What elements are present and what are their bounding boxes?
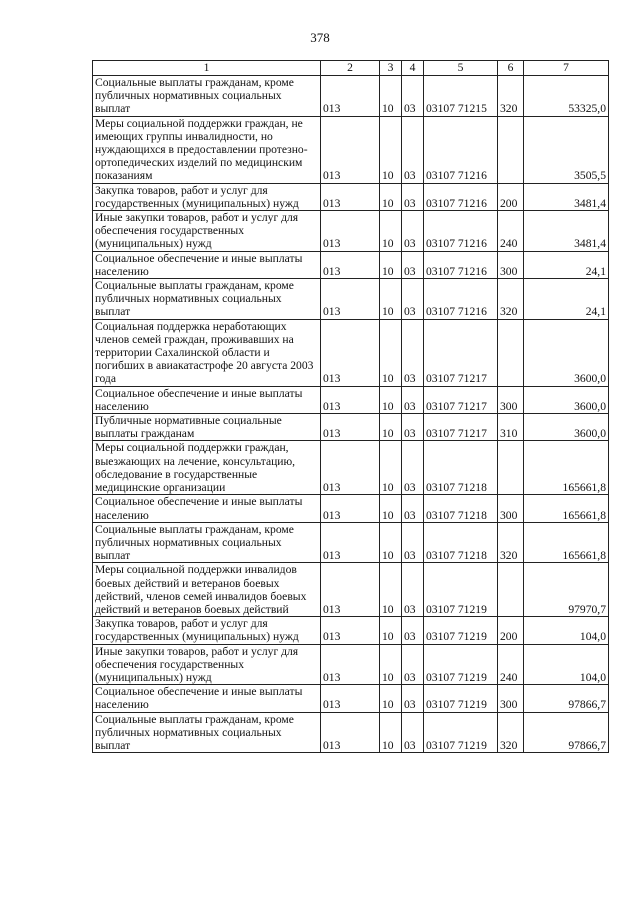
column-header: 4 xyxy=(402,61,424,76)
target-article-cell: 03107 71215 xyxy=(424,76,498,117)
subsection-code-cell: 03 xyxy=(402,116,424,183)
column-header: 6 xyxy=(498,61,524,76)
amount-cell: 3481,4 xyxy=(524,211,609,252)
ministry-code-cell: 013 xyxy=(321,617,380,644)
item-name-cell: Социальные выплаты гражданам, кроме публичных нормативных социальных выплат xyxy=(93,712,321,753)
expense-type-cell: 310 xyxy=(498,414,524,441)
table-row xyxy=(93,116,609,183)
subsection-code-cell: 03 xyxy=(402,279,424,320)
subsection-code-cell: 03 xyxy=(402,617,424,644)
ministry-code-cell: 013 xyxy=(321,319,380,386)
item-name-cell: Социальные выплаты гражданам, кроме публичных нормативных социальных выплат xyxy=(93,76,321,117)
expense-type-cell: 320 xyxy=(498,279,524,320)
section-code-cell: 10 xyxy=(380,211,402,252)
section-code-cell: 10 xyxy=(380,76,402,117)
expense-type-cell: 320 xyxy=(498,712,524,753)
subsection-code-cell: 03 xyxy=(402,563,424,617)
subsection-code-cell: 03 xyxy=(402,76,424,117)
ministry-code-cell: 013 xyxy=(321,183,380,210)
ministry-code-cell: 013 xyxy=(321,116,380,183)
subsection-code-cell: 03 xyxy=(402,386,424,413)
amount-cell: 3600,0 xyxy=(524,414,609,441)
section-code-cell: 10 xyxy=(380,563,402,617)
section-code-cell: 10 xyxy=(380,685,402,712)
target-article-cell: 03107 71219 xyxy=(424,712,498,753)
column-header: 3 xyxy=(380,61,402,76)
section-code-cell: 10 xyxy=(380,116,402,183)
section-code-cell: 10 xyxy=(380,522,402,563)
ministry-code-cell: 013 xyxy=(321,522,380,563)
subsection-code-cell: 03 xyxy=(402,644,424,685)
amount-cell: 165661,8 xyxy=(524,441,609,495)
expense-type-cell: 300 xyxy=(498,386,524,413)
ministry-code-cell: 013 xyxy=(321,495,380,522)
item-name-cell: Публичные нормативные социальные выплаты гражданам xyxy=(93,414,321,441)
item-name-cell: Меры социальной поддержки инвалидов боевых действий и ветеранов боевых действий, членов семей инвалидов боевых действий и ветеранов боевых действий xyxy=(93,563,321,617)
target-article-cell: 03107 71217 xyxy=(424,386,498,413)
ministry-code-cell: 013 xyxy=(321,279,380,320)
ministry-code-cell: 013 xyxy=(321,211,380,252)
expense-type-cell: 320 xyxy=(498,76,524,117)
target-article-cell: 03107 71217 xyxy=(424,414,498,441)
expense-type-cell: 320 xyxy=(498,522,524,563)
table-row xyxy=(93,183,609,210)
ministry-code-cell: 013 xyxy=(321,563,380,617)
subsection-code-cell: 03 xyxy=(402,414,424,441)
expense-type-cell xyxy=(498,441,524,495)
subsection-code-cell: 03 xyxy=(402,495,424,522)
ministry-code-cell: 013 xyxy=(321,712,380,753)
column-header: 5 xyxy=(424,61,498,76)
section-code-cell: 10 xyxy=(380,386,402,413)
expense-type-cell: 240 xyxy=(498,644,524,685)
table-row xyxy=(93,386,609,413)
target-article-cell: 03107 71219 xyxy=(424,563,498,617)
section-code-cell: 10 xyxy=(380,183,402,210)
subsection-code-cell: 03 xyxy=(402,319,424,386)
item-name-cell: Меры социальной поддержки граждан, не имеющих группы инвалидности, но нуждающихся в предоставлении протезно-ортопедических изделий по медицинским показаниям xyxy=(93,116,321,183)
table-row xyxy=(93,441,609,495)
target-article-cell: 03107 71217 xyxy=(424,319,498,386)
section-code-cell: 10 xyxy=(380,414,402,441)
expense-type-cell: 300 xyxy=(498,251,524,278)
target-article-cell: 03107 71218 xyxy=(424,522,498,563)
item-name-cell: Закупка товаров, работ и услуг для государственных (муниципальных) нужд xyxy=(93,617,321,644)
target-article-cell: 03107 71218 xyxy=(424,495,498,522)
expense-type-cell: 300 xyxy=(498,685,524,712)
table-row xyxy=(93,617,609,644)
table-row xyxy=(93,279,609,320)
table-row xyxy=(93,319,609,386)
item-name-cell: Закупка товаров, работ и услуг для государственных (муниципальных) нужд xyxy=(93,183,321,210)
expense-type-cell: 240 xyxy=(498,211,524,252)
item-name-cell: Социальная поддержка неработающих членов семей граждан, проживавших на территории Сахалинской области и погибших в авиакатастрофе 20 августа 2003 года xyxy=(93,319,321,386)
amount-cell: 24,1 xyxy=(524,279,609,320)
amount-cell: 24,1 xyxy=(524,251,609,278)
table-row xyxy=(93,211,609,252)
target-article-cell: 03107 71218 xyxy=(424,441,498,495)
section-code-cell: 10 xyxy=(380,617,402,644)
ministry-code-cell: 013 xyxy=(321,251,380,278)
column-header: 7 xyxy=(524,61,609,76)
amount-cell: 97970,7 xyxy=(524,563,609,617)
subsection-code-cell: 03 xyxy=(402,183,424,210)
expense-type-cell xyxy=(498,116,524,183)
ministry-code-cell: 013 xyxy=(321,76,380,117)
target-article-cell: 03107 71219 xyxy=(424,685,498,712)
target-article-cell: 03107 71216 xyxy=(424,279,498,320)
table-row xyxy=(93,495,609,522)
section-code-cell: 10 xyxy=(380,712,402,753)
budget-table xyxy=(92,60,609,753)
amount-cell: 104,0 xyxy=(524,644,609,685)
subsection-code-cell: 03 xyxy=(402,211,424,252)
table-row xyxy=(93,712,609,753)
amount-cell: 53325,0 xyxy=(524,76,609,117)
column-header: 1 xyxy=(93,61,321,76)
amount-cell: 104,0 xyxy=(524,617,609,644)
expense-type-cell xyxy=(498,563,524,617)
page-number: 378 xyxy=(310,30,330,45)
section-code-cell: 10 xyxy=(380,495,402,522)
amount-cell: 3481,4 xyxy=(524,183,609,210)
item-name-cell: Иные закупки товаров, работ и услуг для обеспечения государственных (муниципальных) нужд xyxy=(93,644,321,685)
amount-cell: 97866,7 xyxy=(524,712,609,753)
section-code-cell: 10 xyxy=(380,279,402,320)
amount-cell: 97866,7 xyxy=(524,685,609,712)
item-name-cell: Социальные выплаты гражданам, кроме публичных нормативных социальных выплат xyxy=(93,279,321,320)
table-row xyxy=(93,251,609,278)
table-row xyxy=(93,522,609,563)
ministry-code-cell: 013 xyxy=(321,685,380,712)
item-name-cell: Социальное обеспечение и иные выплаты населению xyxy=(93,685,321,712)
ministry-code-cell: 013 xyxy=(321,441,380,495)
target-article-cell: 03107 71216 xyxy=(424,211,498,252)
amount-cell: 3600,0 xyxy=(524,386,609,413)
section-code-cell: 10 xyxy=(380,251,402,278)
section-code-cell: 10 xyxy=(380,319,402,386)
header-row xyxy=(93,61,609,76)
subsection-code-cell: 03 xyxy=(402,441,424,495)
subsection-code-cell: 03 xyxy=(402,712,424,753)
amount-cell: 165661,8 xyxy=(524,522,609,563)
section-code-cell: 10 xyxy=(380,644,402,685)
target-article-cell: 03107 71219 xyxy=(424,617,498,644)
amount-cell: 3600,0 xyxy=(524,319,609,386)
target-article-cell: 03107 71216 xyxy=(424,251,498,278)
expense-type-cell: 300 xyxy=(498,495,524,522)
subsection-code-cell: 03 xyxy=(402,522,424,563)
subsection-code-cell: 03 xyxy=(402,685,424,712)
expense-type-cell: 200 xyxy=(498,617,524,644)
item-name-cell: Социальные выплаты гражданам, кроме публичных нормативных социальных выплат xyxy=(93,522,321,563)
item-name-cell: Социальное обеспечение и иные выплаты населению xyxy=(93,495,321,522)
target-article-cell: 03107 71216 xyxy=(424,116,498,183)
item-name-cell: Иные закупки товаров, работ и услуг для обеспечения государственных (муниципальных) нужд xyxy=(93,211,321,252)
ministry-code-cell: 013 xyxy=(321,414,380,441)
table-row xyxy=(93,414,609,441)
expense-type-cell: 200 xyxy=(498,183,524,210)
item-name-cell: Социальное обеспечение и иные выплаты населению xyxy=(93,386,321,413)
target-article-cell: 03107 71216 xyxy=(424,183,498,210)
subsection-code-cell: 03 xyxy=(402,251,424,278)
table-row xyxy=(93,685,609,712)
amount-cell: 3505,5 xyxy=(524,116,609,183)
table-row xyxy=(93,644,609,685)
section-code-cell: 10 xyxy=(380,441,402,495)
ministry-code-cell: 013 xyxy=(321,644,380,685)
table-row xyxy=(93,563,609,617)
expense-type-cell xyxy=(498,319,524,386)
item-name-cell: Социальное обеспечение и иные выплаты населению xyxy=(93,251,321,278)
table-body xyxy=(93,61,609,753)
item-name-cell: Меры социальной поддержки граждан, выезжающих на лечение, консультацию, обследование в государственные медицинские организации xyxy=(93,441,321,495)
ministry-code-cell: 013 xyxy=(321,386,380,413)
amount-cell: 165661,8 xyxy=(524,495,609,522)
target-article-cell: 03107 71219 xyxy=(424,644,498,685)
column-header: 2 xyxy=(321,61,380,76)
table-row xyxy=(93,76,609,117)
